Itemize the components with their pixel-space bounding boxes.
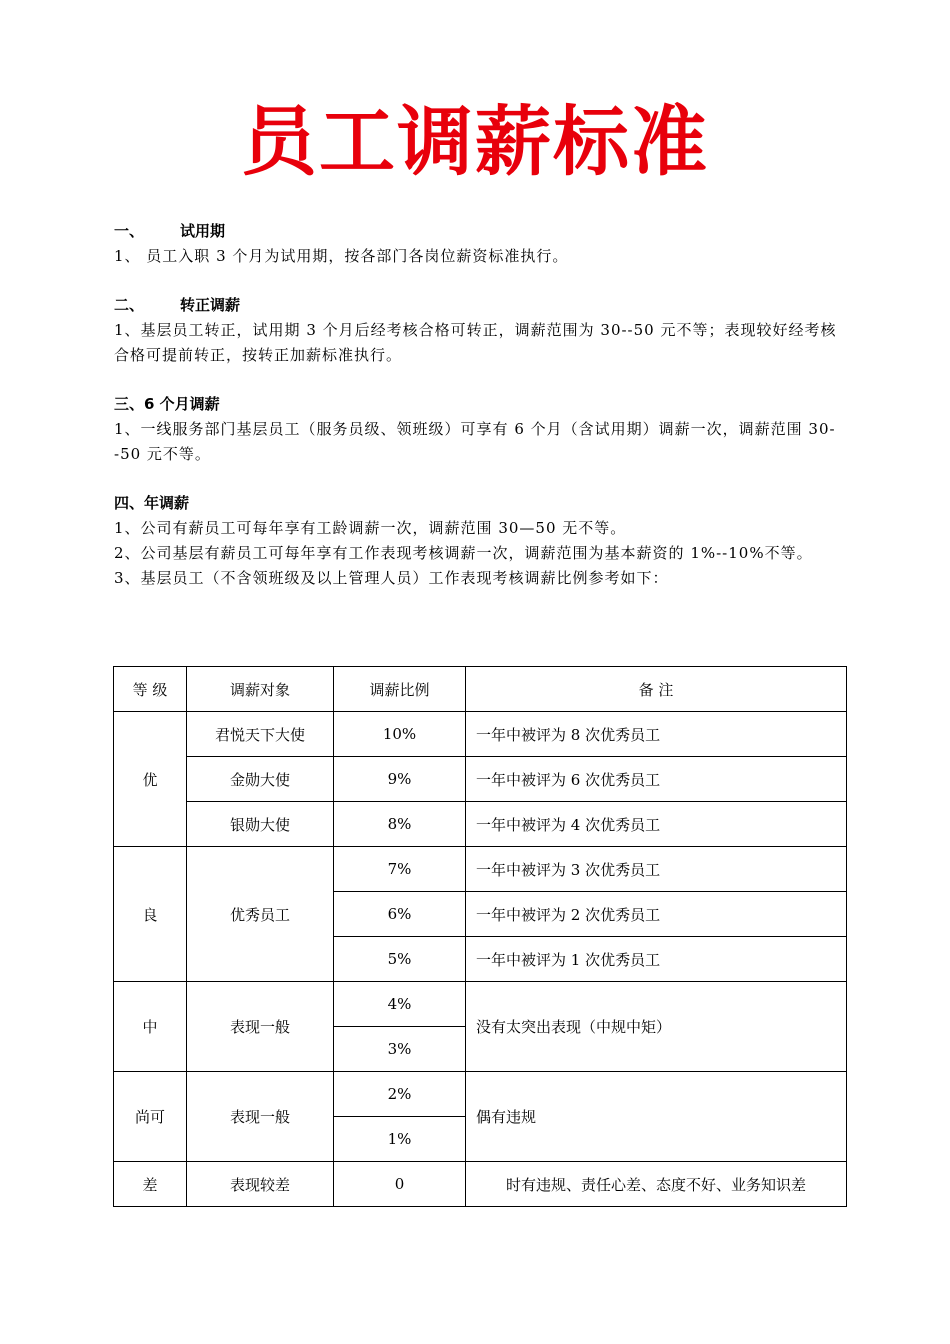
ratio-cell: 8% [334,802,466,847]
table-row [114,1162,847,1207]
level-cell: 中 [114,982,187,1072]
section-heading: 四、年调薪 [114,494,190,512]
level-cell: 尚可 [114,1072,187,1162]
section-heading [114,218,840,244]
object-cell: 表现较差 [187,1162,334,1207]
note-cell: 一年中被评为 2 次优秀员工 [466,892,847,937]
table-row [114,802,847,847]
ratio-cell: 4% [334,982,466,1027]
level-cell: 优 [114,712,187,847]
note-cell: 没有太突出表现（中规中矩） [466,982,847,1072]
header-cell: 等 级 [114,667,187,712]
header-cell: 调薪对象 [187,667,334,712]
paragraph: 2、公司基层有薪员工可每年享有工作表现考核调薪一次，调薪范围为基本薪资的 1%--10%不等。 [114,544,813,562]
ratio-cell: 1% [334,1117,466,1162]
ratio-cell: 7% [334,847,466,892]
object-cell: 表现一般 [187,1072,334,1162]
table-header-row [114,667,847,712]
level-cell: 良 [114,847,187,982]
ratio-cell: 9% [334,757,466,802]
header-cell: 备 注 [466,667,847,712]
header-cell: 调薪比例 [334,667,466,712]
section-number: 一、 [114,222,145,240]
note-cell: 一年中被评为 4 次优秀员工 [466,802,847,847]
note-cell: 一年中被评为 8 次优秀员工 [466,712,847,757]
note-cell: 一年中被评为 3 次优秀员工 [466,847,847,892]
table-row [114,847,847,892]
table-row [114,1072,847,1117]
table-row [114,757,847,802]
page-title: 员工调薪标准 [241,97,709,186]
section-number: 二、 [114,296,145,314]
ratio-cell: 10% [334,712,466,757]
note-cell: 时有违规、责任心差、态度不好、业务知识差 [466,1162,847,1207]
salary-adjustment-table [113,666,847,1207]
note-cell: 一年中被评为 1 次优秀员工 [466,937,847,982]
object-cell: 金勋大使 [187,757,334,802]
object-cell: 优秀员工 [187,847,334,982]
ratio-cell: 0 [334,1162,466,1207]
table-row [114,712,847,757]
paragraph: 3、基层员工（不含领班级及以上管理人员）工作表现考核调薪比例参考如下： [114,569,669,587]
document-body [114,218,840,591]
section-heading [114,292,840,318]
ratio-cell: 5% [334,937,466,982]
paragraph: 1、基层员工转正，试用期 3 个月后经考核合格可转正，调薪范围为 30--50 元不等；表现较好经考核合格可提前转正，按转正加薪标准执行。 [114,321,837,364]
object-cell: 君悦天下大使 [187,712,334,757]
object-cell: 表现一般 [187,982,334,1072]
ratio-cell: 3% [334,1027,466,1072]
ratio-cell: 6% [334,892,466,937]
section-title: 试用期 [180,222,226,240]
paragraph: 1、公司有薪员工可每年享有工龄调薪一次，调薪范围 30—50 无不等。 [114,519,627,537]
paragraph: 1、 员工入职 3 个月为试用期，按各部门各岗位薪资标准执行。 [114,247,569,265]
note-cell: 一年中被评为 6 次优秀员工 [466,757,847,802]
ratio-cell: 2% [334,1072,466,1117]
object-cell: 银勋大使 [187,802,334,847]
section-heading: 三、6 个月调薪 [114,395,220,413]
section-title: 转正调薪 [180,296,241,314]
table-row [114,982,847,1027]
paragraph: 1、一线服务部门基层员工（服务员级、领班级）可享有 6 个月（含试用期）调薪一次，调薪范围 30--50 元不等。 [114,420,836,463]
note-cell: 偶有违规 [466,1072,847,1162]
level-cell: 差 [114,1162,187,1207]
